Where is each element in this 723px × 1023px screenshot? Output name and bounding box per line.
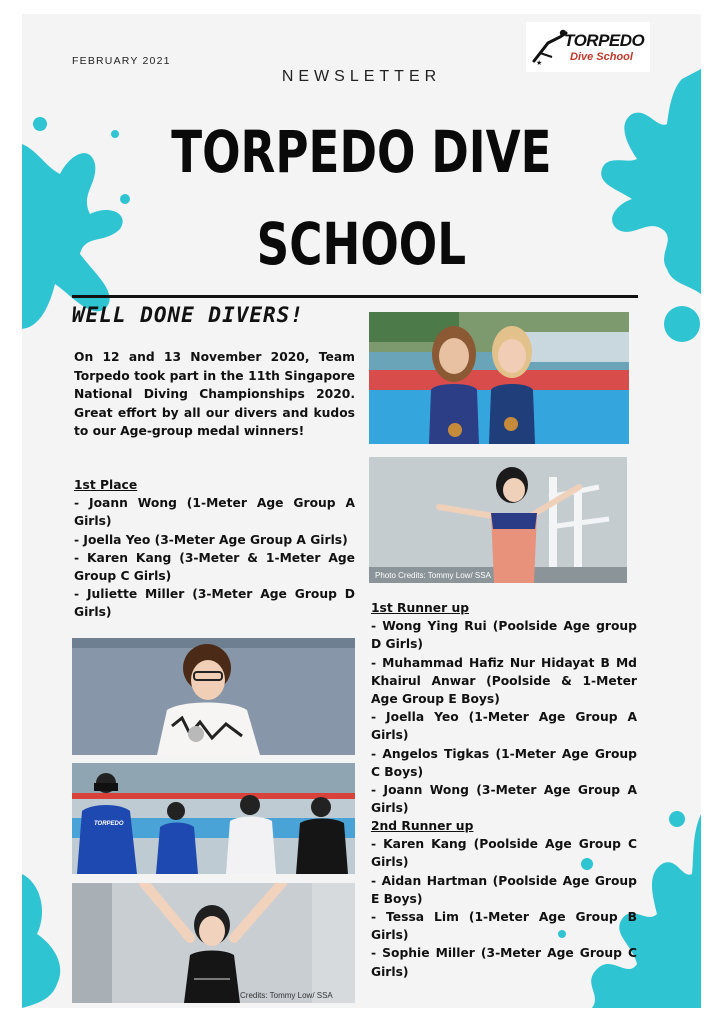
shirt-logo-text: TORPEDO [94, 821, 124, 827]
list-item: - Joann Wong (1-Meter Age Group A Girls) [74, 496, 355, 529]
photo-team-group [72, 763, 355, 874]
newsletter-kicker: NEWSLETTER [281, 68, 442, 85]
page-title [97, 106, 627, 290]
photo-girl-diving-pose [72, 883, 355, 1003]
intro-paragraph: On 12 and 13 November 2020, Team Torpedo took part in the 11th Singapore National Diving Championships 2020. Great effort by all our divers and kudos to our Age-group medal winners! [74, 350, 355, 438]
list-item: - Joann Wong (3-Meter Age Group A Girls) [371, 783, 637, 816]
first-runner-up-heading: 1st Runner up [371, 601, 470, 615]
splash-dot-right-decoration [662, 304, 701, 344]
svg-text:★: ★ [536, 59, 543, 67]
section-heading: WELL DONE DIVERS! [72, 303, 304, 327]
logo-torpedo-text: TORPEDO [564, 31, 645, 50]
first-runner-up-list [371, 599, 637, 817]
title-line-2: SCHOOL [256, 210, 467, 278]
first-place-list [74, 476, 355, 622]
logo-dive-school-text: Dive School [570, 51, 633, 63]
list-item: - Wong Ying Rui (Poolside Age group D Girls) [371, 619, 637, 652]
photo-credit-2: Credits: Tommy Low/ SSA [240, 991, 333, 1000]
list-item: - Karen Kang (Poolside Age Group C Girls) [371, 837, 637, 870]
list-item: - Juliette Miller (3-Meter Age Group D Girls) [74, 587, 355, 620]
list-item: - Aidan Hartman (Poolside Age Group E Boys) [371, 873, 637, 906]
first-place-heading: 1st Place [74, 478, 138, 492]
list-item: - Angelos Tigkas (1-Meter Age Group C Boys) [371, 746, 637, 779]
title-divider [72, 295, 638, 298]
issue-date: FEBRUARY 2021 [72, 55, 171, 67]
second-runner-up-heading: 2nd Runner up [371, 819, 474, 833]
list-item: - Muhammad Hafiz Nur Hidayat B Md Khairul Anwar (Poolside & 1-Meter Age Group E Boys) [371, 655, 637, 707]
photo-credit-1: Photo Credits: Tommy Low/ SSA [375, 571, 491, 580]
newsletter-page [22, 14, 701, 1008]
list-item: - Joella Yeo (1-Meter Age Group A Girls) [371, 710, 637, 743]
title-line-1: TORPEDO DIVE [171, 118, 552, 186]
second-runner-up-list [371, 817, 637, 981]
list-item: - Sophie Miller (3-Meter Age Group C Girls) [371, 946, 637, 979]
list-item: - Tessa Lim (1-Meter Age Group B Girls) [371, 910, 637, 943]
photo-girl-on-board [369, 457, 627, 583]
list-item: - Joella Yeo (3-Meter Age Group A Girls) [74, 532, 348, 547]
list-item: - Karen Kang (3-Meter & 1-Meter Age Group C Girls) [74, 550, 355, 584]
photo-boy-with-medal [72, 638, 355, 755]
photo-medal-girls [369, 312, 629, 444]
torpedo-logo [526, 22, 650, 72]
